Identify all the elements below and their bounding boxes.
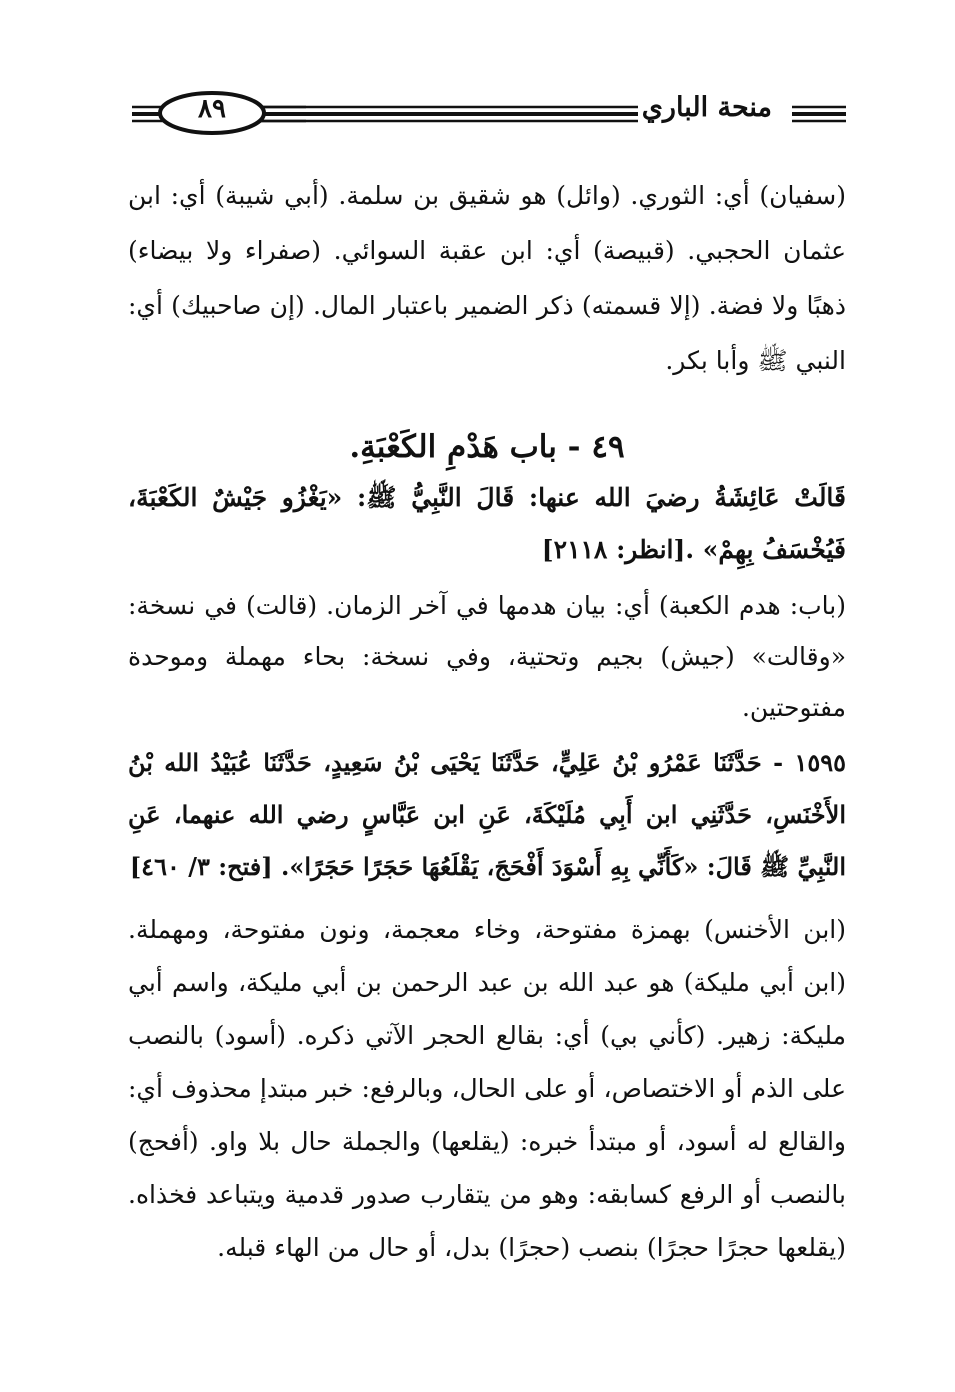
intro-paragraph: (سفيان) أي: الثوري. (وائل) هو شقيق بن سلمة. (أبي شيبة) أي: ابن عثمان الحجبي. (قبيصة) أي: ابن عقبة السوائي. (صفراء ولا بيضاء) ذهبًا ولا فضة. (إلا قسمته) ذكر الضمير باعتبار المال. (إن صاحبيك) أي: النبي ﷺ وأبا بكر.	[128, 181, 846, 375]
book-title: منحة الباري	[641, 92, 772, 123]
running-header	[130, 88, 850, 138]
hadith-text: ١٥٩٥ - حَدَّثَنَا عَمْرُو بْنُ عَلِيٍّ، حَدَّثَنَا يَحْيَى بْنُ سَعِيدٍ، حَدَّثَنَا عُبَيْدُ الله بْنُ الأَخْنَسِ، حَدَّثَنِي ابن أَبِي مُلَيْكَةَ، عَنِ ابن عَبَّاسٍ رضي الله عنهما، عَنِ النَّبِيِّ ﷺ قَالَ: «كَأَنِّي بِهِ أَسْوَدَ أَفْحَجَ، يَقْلَعُهَا حَجَرًا حَجَرًا». [فتح: ٣/ ٤٦٠]	[128, 748, 846, 881]
section-quote: قَالَتْ عَائِشَةُ رضيَ الله عنها: قَالَ النَّبِيُّ ﷺ: «يَغْزُو جَيْشٌ الكَعْبَةَ، فَيُخْسَفُ بِهِمْ» .[انظر: ٢١١٨]	[128, 483, 846, 564]
section-note: (باب: هدم الكعبة) أي: بيان هدمها في آخر الزمان. (قالت) في نسخة: «وقالت» (جيش) بجيم وتحتية، وفي نسخة: بحاء مهملة وموحدة مفتوحتين.	[128, 591, 846, 722]
page-number: ٨٩	[198, 94, 226, 124]
commentary-paragraph: (ابن الأخنس) بهمزة مفتوحة، وخاء معجمة، ونون مفتوحة، ومهملة. (ابن أبي مليكة) هو عبد الله بن عبد الرحمن بن أبي مليكة، واسم أبي مليكة: زهير. (كأني بي) أي: بقالع الحجر الآتي ذكره. (أسود) بالنصب على الذم أو الاختصاص، أو على الحال، وبالرفع: خبر مبتدإ محذوف أي: والقالع له أسود، أو مبتدأ خبره: (يقلعها) والجملة حال بلا واو. (أفحج) بالنصب أو الرفع كسابقه: وهو من يتقارب صدور قدمية ويتباعد فخذاه. (يقلعها حجرًا حجرًا) بنصب (حجرًا) بدل، أو حال من الهاء قبله.	[128, 915, 846, 1262]
page-body	[128, 168, 846, 1274]
section-heading: ٤٩ - باب هَدْمِ الكَعْبَةِ.	[349, 429, 625, 465]
